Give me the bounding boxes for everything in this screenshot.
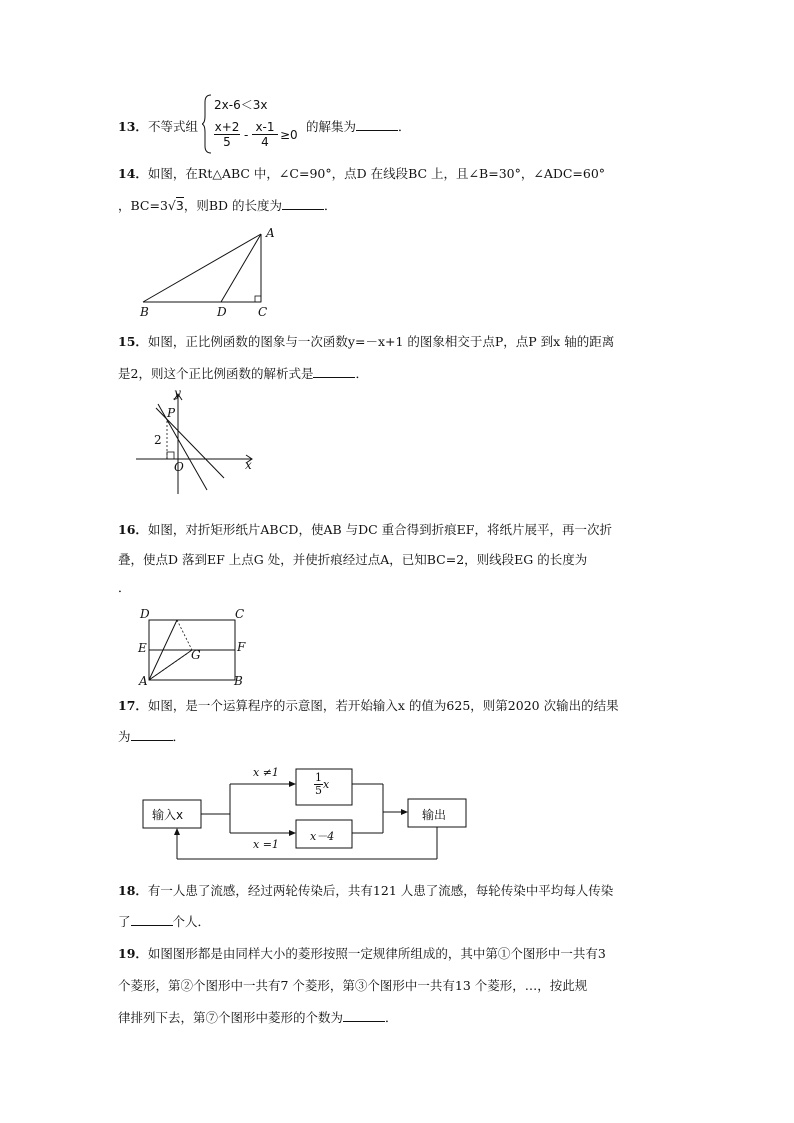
flow-op-fraction [314,772,323,797]
fraction-1 [214,120,240,149]
question-number: 17． [118,698,148,713]
label-D: D [217,305,227,319]
answer-blank [356,118,398,131]
label-A: A [139,674,148,688]
label-E: E [138,641,147,655]
answer-blank [343,1009,385,1022]
question-number: 14． [118,166,148,181]
question-number: 18． [118,883,148,898]
answer-blank [282,197,324,210]
question-text-line1: 如图，正比例函数的图象与一次函数y=－x+1 的图象相交于点P，点P 到x 轴的距离 [147,334,615,349]
answer-blank [313,365,355,378]
flow-op-top [314,772,329,797]
label-C: C [235,607,245,621]
fraction-1-numerator: x+2 [214,120,240,134]
question-text-line1: 如图，是一个运算程序的示意图，若开始输入x 的值为625，则第2020 次输出的结果 [147,698,619,713]
ge-zero: ≥0 [280,128,298,142]
question-text-line1: 如图，对折矩形纸片ABCD，使AB 与DC 重合得到折痕EF，将纸片展平，再一次折 [147,522,612,537]
label-P: P [167,406,176,420]
label-C: C [258,305,268,319]
question-number: 13． [118,119,148,134]
answer-blank [131,728,173,741]
question-text: 不等式组 [148,119,199,134]
end-mark: ． [385,1010,398,1025]
answer-blank [131,913,173,926]
end-mark: ． [355,366,368,381]
question-16-line3 [118,579,678,597]
frac-variable: x [323,778,330,791]
question-text-line1: 有一人患了流感，经过两轮传染后，共有121 人患了流感，每轮传染中平均每人传染 [147,883,614,898]
question-18-line2 [118,913,678,931]
flow-op-bottom: x－4 [310,830,335,843]
question-text-line2a: 了 [118,914,131,929]
inequality-row-1: 2x-6＜3x [214,98,268,112]
label-2: 2 [154,433,162,447]
question-text-line2a: 为 [118,729,131,744]
question-17 [118,697,678,715]
label-B: B [140,305,149,319]
tail-text: 的解集为 [306,119,357,134]
fraction-2-denominator: 4 [261,135,269,149]
question-number: 19． [118,946,148,961]
question-number: 16． [118,522,148,537]
fraction-2-numerator: x-1 [252,120,278,135]
label-A: A [266,226,275,240]
question-text-line2b: ，则BD 的长度为 [183,198,283,213]
question-text-line2a: 是2，则这个正比例函数的解析式是 [118,366,314,381]
question-16 [118,521,678,539]
label-y: y [174,386,181,400]
question-text-line2: 叠，使点D 落到EF 上点G 处，并使折痕经过点A，已知BC=2，则线段EG 的长度为 [118,552,588,567]
label-D: D [140,607,150,621]
fraction-1-denominator: 5 [223,135,231,149]
question-14 [118,165,678,183]
question-15-line2 [118,365,678,383]
question-text-line2b: 个人． [172,914,211,929]
frac-denominator: 5 [315,784,322,797]
label-B: B [234,674,243,688]
flow-condition-top: x ≠1 [253,766,279,779]
end-mark: ． [398,119,411,134]
question-text-line2a: ，BC=3 [118,198,168,213]
question-text-line2: 个菱形，第②个图形中一共有7 个菱形，第③个图形中一共有13 个菱形，…，按此规 [118,978,588,993]
question-17-line2 [118,728,678,746]
frac-numerator: 1 [315,771,322,784]
flow-output-box: 输出 [422,808,447,822]
question-18 [118,882,678,900]
question-text-line1: 如图，在Rt△ABC 中，∠C=90°，点D 在线段BC 上，且∠B=30°，∠ADC=60° [147,166,606,181]
flow-input-box: 输入x [152,808,184,822]
question-text-line3a: 律排列下去，第⑦个图形中菱形的个数为 [118,1010,344,1025]
question-19-line3 [118,1009,678,1027]
label-F: F [237,640,246,654]
minus-sign: - [244,128,249,142]
question-text-line3: ． [118,580,131,595]
end-mark: ． [172,729,186,744]
label-O: O [174,460,184,474]
question-14-line2 [118,197,678,215]
question-15 [118,333,678,351]
label-G: G [191,648,201,662]
question-13 [118,100,678,160]
question-text-line1: 如图图形都是由同样大小的菱形按照一定规律所组成的，其中第①个图形中一共有3 [147,946,606,961]
end-mark: ． [324,198,337,213]
question-text-tail [306,118,411,136]
question-19 [118,945,678,963]
flow-condition-bottom: x =1 [253,838,279,851]
label-x: x [245,458,252,472]
fraction-2 [252,120,278,149]
left-brace [202,94,212,154]
sqrt-symbol: √3 [167,198,184,213]
question-16-line2 [118,551,678,569]
question-19-line2 [118,977,678,995]
question-number: 15． [118,334,148,349]
sqrt-argument: 3 [175,198,184,213]
